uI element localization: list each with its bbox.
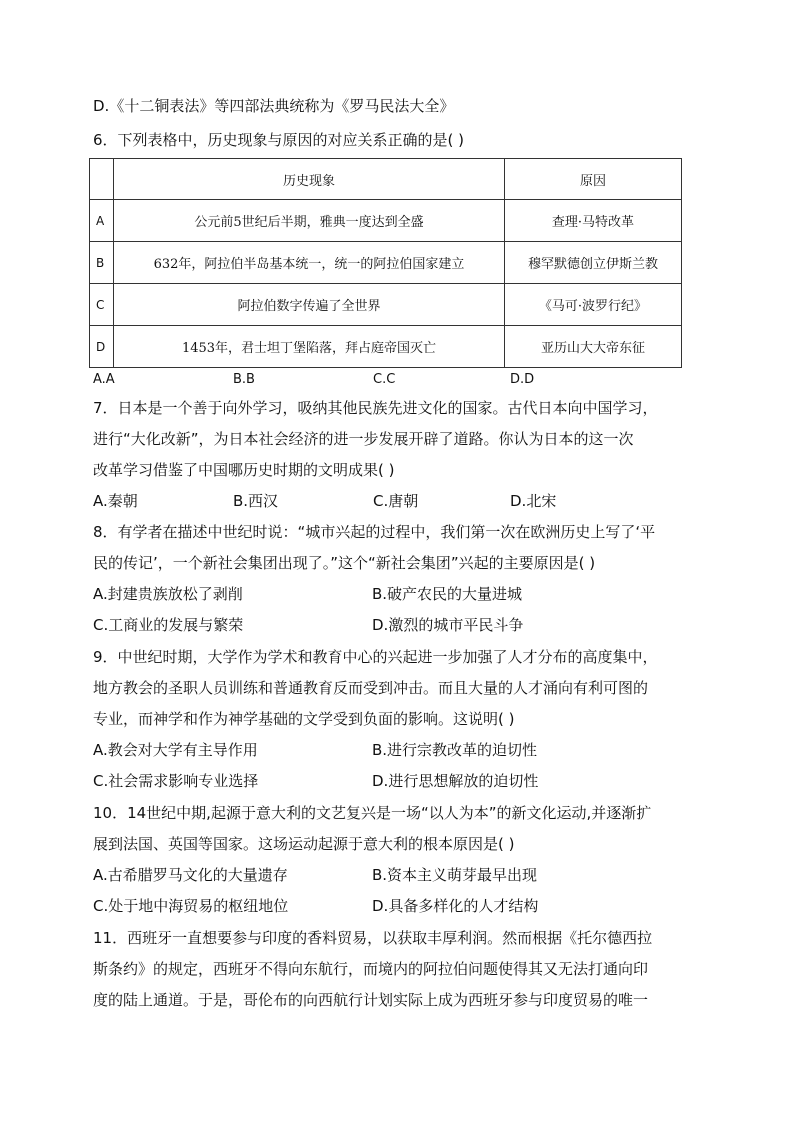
q6-stem: 6．下列表格中，历史现象与原因的对应关系正确的是( ) bbox=[93, 131, 465, 149]
q10-line-2: 展到法国、英国等国家。这场运动起源于意大利的根本原因是( ) bbox=[93, 835, 515, 853]
q9-line-1: 9．中世纪时期，大学作为学术和教育中心的兴起进一步加强了人才分布的高度集中， bbox=[93, 648, 658, 666]
header-phenomenon: 历史现象 bbox=[114, 159, 505, 200]
option-d[interactable]: D.进行思想解放的迫切性 bbox=[372, 772, 539, 790]
row-key: A bbox=[90, 200, 114, 242]
row-reason: 查理·马特改革 bbox=[505, 200, 682, 242]
option-d[interactable]: D.激烈的城市平民斗争 bbox=[372, 616, 524, 634]
q10-line-1: 10．14世纪中期,起源于意大利的文艺复兴是一场“以人为本”的新文化运动,并逐渐扩 bbox=[93, 804, 652, 822]
option-c[interactable]: C.处于地中海贸易的枢纽地位 bbox=[93, 897, 289, 915]
q8-line-1: 8．有学者在描述中世纪时说：“城市兴起的过程中，我们第一次在欧洲历史上写了‘平 bbox=[93, 523, 656, 541]
option-d[interactable]: D.北宋 bbox=[510, 492, 557, 510]
row-key: D bbox=[90, 326, 114, 368]
option-c[interactable]: C.唐朝 bbox=[373, 492, 419, 510]
option-b[interactable]: B.进行宗教改革的迫切性 bbox=[372, 741, 538, 759]
table-row bbox=[90, 200, 682, 242]
option-a[interactable]: A.教会对大学有主导作用 bbox=[93, 741, 258, 759]
row-phenomenon: 阿拉伯数字传遍了全世界 bbox=[114, 284, 505, 326]
row-key: C bbox=[90, 284, 114, 326]
q11-line-1: 11．西班牙一直想要参与印度的香料贸易，以获取丰厚利润。然而根据《托尔德西拉 bbox=[93, 929, 653, 947]
row-phenomenon: 632年，阿拉伯半岛基本统一，统一的阿拉伯国家建立 bbox=[114, 242, 505, 284]
row-reason: 《马可·波罗行纪》 bbox=[505, 284, 682, 326]
table-header-row bbox=[90, 159, 682, 200]
header-blank bbox=[90, 159, 114, 200]
q8-line-2: 民的传记’，一个新社会集团出现了。”这个“新社会集团”兴起的主要原因是( ) bbox=[93, 554, 596, 572]
table-row bbox=[90, 326, 682, 368]
option-a[interactable]: A.古希腊罗马文化的大量遗存 bbox=[93, 866, 288, 884]
row-phenomenon: 公元前5世纪后半期，雅典一度达到全盛 bbox=[114, 200, 505, 242]
q7-line-2: 进行“大化改新”，为日本社会经济的进一步发展开辟了道路。你认为日本的这一次 bbox=[93, 430, 634, 448]
option-c[interactable]: C.C bbox=[373, 372, 396, 387]
q11-line-3: 度的陆上通道。于是，哥伦布的向西航行计划实际上成为西班牙参与印度贸易的唯一 bbox=[93, 991, 649, 1009]
option-d[interactable]: D.D bbox=[510, 372, 535, 387]
q9-line-2: 地方教会的圣职人员训练和普通教育反而受到冲击。而且大量的人才涌向有利可图的 bbox=[93, 679, 649, 697]
q11-line-2: 斯条约》的规定，西班牙不得向东航行，而境内的阿拉伯问题使得其又无法打通向印 bbox=[93, 960, 649, 978]
q5-option-d: D.《十二铜表法》等四部法典统称为《罗马民法大全》 bbox=[93, 97, 455, 115]
option-b[interactable]: B.资本主义萌芽最早出现 bbox=[372, 866, 538, 884]
table-row bbox=[90, 284, 682, 326]
option-c[interactable]: C.社会需求影响专业选择 bbox=[93, 772, 259, 790]
option-d[interactable]: D.具备多样化的人才结构 bbox=[372, 897, 539, 915]
q7-line-1: 7．日本是一个善于向外学习，吸纳其他民族先进文化的国家。古代日本向中国学习， bbox=[93, 399, 658, 417]
row-reason: 穆罕默德创立伊斯兰教 bbox=[505, 242, 682, 284]
q9-line-3: 专业，而神学和作为神学基础的文学受到负面的影响。这说明( ) bbox=[93, 710, 515, 728]
row-key: B bbox=[90, 242, 114, 284]
option-b[interactable]: B.B bbox=[233, 372, 255, 387]
header-reason: 原因 bbox=[505, 159, 682, 200]
table-row bbox=[90, 242, 682, 284]
history-table bbox=[89, 158, 682, 368]
option-c[interactable]: C.工商业的发展与繁荣 bbox=[93, 616, 244, 634]
q7-line-3: 改革学习借鉴了中国哪历史时期的文明成果( ) bbox=[93, 461, 395, 479]
option-b[interactable]: B.破产农民的大量进城 bbox=[372, 585, 523, 603]
row-phenomenon: 1453年，君士坦丁堡陷落，拜占庭帝国灭亡 bbox=[114, 326, 505, 368]
option-b[interactable]: B.西汉 bbox=[233, 492, 279, 510]
option-a[interactable]: A.A bbox=[93, 372, 115, 387]
option-a[interactable]: A.秦朝 bbox=[93, 492, 138, 510]
row-reason: 亚历山大大帝东征 bbox=[505, 326, 682, 368]
option-a[interactable]: A.封建贵族放松了剥削 bbox=[93, 585, 243, 603]
